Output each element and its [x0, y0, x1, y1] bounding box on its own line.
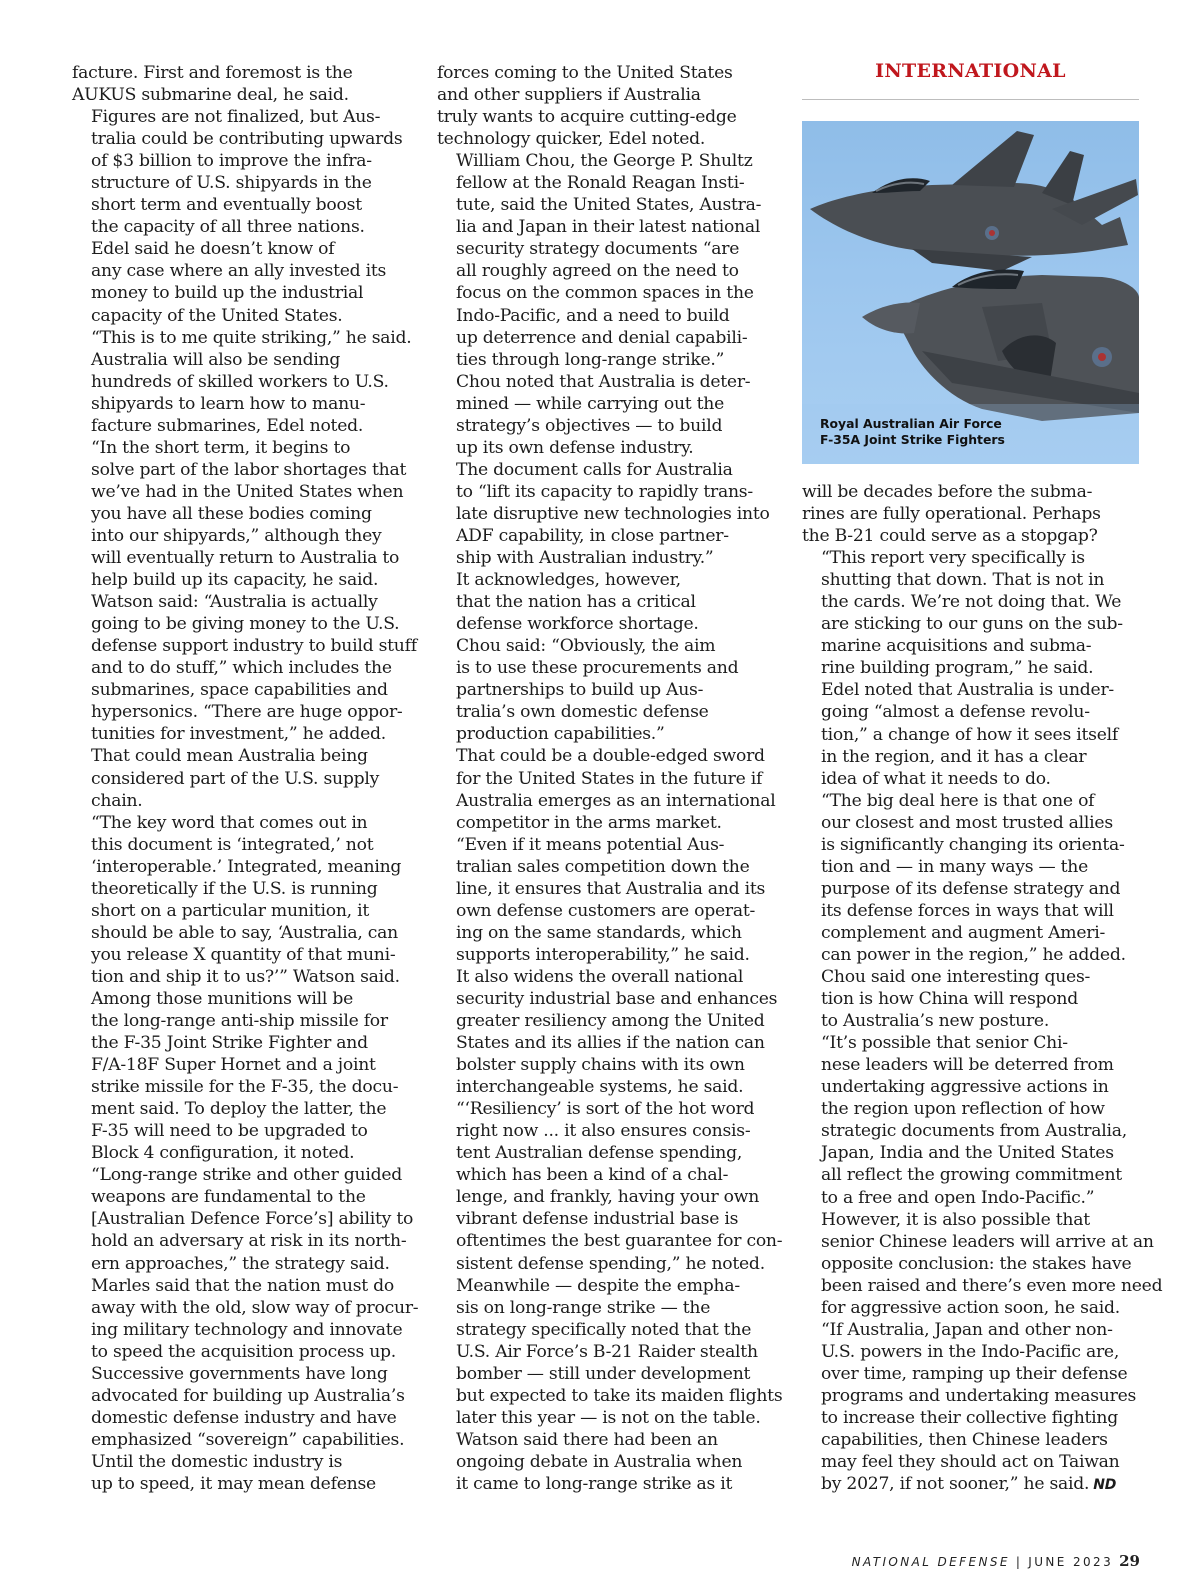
text-line: greater resiliency among the United [456, 1011, 765, 1032]
text-line: F/A-18F Super Hornet and a joint [91, 1055, 376, 1076]
text-line: States and its allies if the nation can [456, 1033, 765, 1054]
ending-mark: ND [1093, 1477, 1117, 1494]
text-line: theoretically if the U.S. is running [91, 878, 378, 899]
text-line: ern approaches,” the strategy said. [91, 1253, 390, 1274]
text-line: shipyards to learn how to manu- [91, 393, 366, 414]
text-line: Edel noted that Australia is under- [821, 680, 1114, 701]
caption-line: Royal Australian Air Force [820, 416, 1002, 431]
text-line: to a free and open Indo-Pacific.” [821, 1187, 1095, 1208]
text-line: Successive governments have long [91, 1363, 388, 1384]
text-line: short term and eventually boost [91, 195, 362, 216]
text-line: complement and augment Ameri- [821, 922, 1106, 943]
text-line: shutting that down. That is not in [821, 570, 1105, 591]
page-number: 29 [1119, 1552, 1140, 1570]
text-line: weapons are fundamental to the [91, 1187, 366, 1208]
text-line: Meanwhile — despite the empha- [456, 1275, 740, 1296]
text-line: Among those munitions will be [91, 988, 354, 1009]
text-line: production capabilities.” [456, 724, 665, 745]
text-line: tion is how China will respond [821, 989, 1078, 1010]
text-line: tunities for investment,” he added. [91, 724, 386, 745]
body-paragraph [72, 591, 417, 745]
text-line: submarines, space capabilities and [91, 680, 388, 701]
text-line: Until the domestic industry is [91, 1451, 343, 1472]
text-line: the cards. We’re not doing that. We [821, 592, 1122, 613]
text-line: Chou noted that Australia is deter- [456, 371, 751, 392]
body-paragraph [802, 1319, 1147, 1496]
text-line: by 2027, if not sooner,” he said. [821, 1474, 1090, 1495]
text-line: strategy specifically noted that the [456, 1319, 752, 1340]
text-line: It also widens the overall national [456, 966, 744, 987]
text-line: ment said. To deploy the latter, the [91, 1099, 387, 1120]
f35-photo [802, 121, 1139, 464]
text-line: you have all these bodies coming [91, 503, 372, 524]
text-line: hundreds of skilled workers to U.S. [91, 371, 389, 392]
text-line: Marles said that the nation must do [91, 1275, 395, 1296]
text-line: hold an adversary at risk in its north- [91, 1231, 407, 1252]
issue-date: JUNE 2023 [1028, 1555, 1114, 1569]
text-line: hypersonics. “There are huge oppor- [91, 702, 403, 723]
body-paragraph [437, 1098, 782, 1274]
article-column-3 [802, 481, 1163, 1496]
body-paragraph [802, 547, 1147, 679]
text-line: away with the old, slow way of procur- [91, 1297, 419, 1318]
text-line: security strategy documents “are [456, 239, 740, 260]
text-line: strategy’s objectives — to build [456, 415, 723, 436]
text-line: late disruptive new technologies into [456, 503, 770, 524]
text-line: the capacity of all three nations. [91, 217, 365, 238]
text-line: sis on long-range strike — the [456, 1297, 711, 1318]
body-paragraph [72, 437, 417, 591]
section-label: INTERNATIONAL [875, 60, 1066, 82]
text-line: Indo-Pacific, and a need to build [456, 305, 730, 326]
two-f35-jets-illustration [802, 121, 1139, 464]
text-line: this document is ‘integrated,’ not [91, 834, 374, 855]
text-line: “‘Resiliency’ is sort of the hot word [456, 1099, 755, 1120]
text-line: Figures are not finalized, but Aus- [91, 107, 381, 128]
text-line: “In the short term, it begins to [91, 437, 351, 458]
text-line: Edel said he doesn’t know of [91, 239, 335, 260]
text-line: the F-35 Joint Strike Fighter and [91, 1033, 368, 1054]
text-line: idea of what it needs to do. [821, 768, 1051, 789]
body-paragraph [437, 459, 782, 569]
text-line: will be decades before the subma- [802, 482, 1093, 502]
text-line: mined — while carrying out the [456, 393, 725, 414]
page-footer [852, 1552, 1140, 1570]
text-line: line, it ensures that Australia and its [456, 878, 766, 899]
text-line: is to use these procurements and [456, 658, 739, 679]
text-line: Watson said there had been an [456, 1429, 718, 1450]
text-line: up to speed, it may mean defense [91, 1474, 376, 1494]
text-line: it came to long-range strike as it [456, 1474, 733, 1494]
text-line: marine acquisitions and subma- [821, 636, 1092, 657]
text-line: capacity of the United States. [91, 305, 343, 326]
text-line: to speed the acquisition process up. [91, 1341, 397, 1362]
text-line: the B-21 could serve as a stopgap? [802, 526, 1098, 547]
text-line: security industrial base and enhances [456, 988, 778, 1009]
text-line: ship with Australian industry.” [456, 548, 714, 569]
text-line: undertaking aggressive actions in [821, 1077, 1109, 1098]
text-line: U.S. Air Force’s B-21 Raider stealth [456, 1341, 758, 1362]
text-line: vibrant defense industrial base is [456, 1209, 739, 1230]
upper-jet [810, 131, 1138, 271]
section-divider [802, 99, 1139, 100]
text-line: the region upon reflection of how [821, 1099, 1105, 1120]
text-line: focus on the common spaces in the [456, 283, 754, 304]
text-line: The document calls for Australia [456, 459, 733, 480]
text-line: rines are fully operational. Perhaps [802, 504, 1101, 525]
text-line: we’ve had in the United States when [91, 481, 404, 502]
text-line: any case where an ally invested its [91, 261, 387, 282]
body-paragraph [437, 966, 782, 1098]
body-paragraph [72, 988, 417, 1164]
body-paragraph [72, 62, 417, 106]
text-line: lenge, and frankly, having your own [456, 1187, 760, 1208]
text-line: It acknowledges, however, [456, 570, 681, 591]
text-line: our closest and most trusted allies [821, 812, 1113, 833]
text-line: solve part of the labor shortages that [91, 459, 407, 480]
text-line: may feel they should act on Taiwan [821, 1452, 1120, 1473]
text-line: facture. First and foremost is the [72, 63, 353, 83]
text-line: partnerships to build up Aus- [456, 680, 704, 701]
text-line: Japan, India and the United States [821, 1143, 1114, 1164]
text-line: capabilities, then Chinese leaders [821, 1430, 1108, 1451]
body-paragraph [802, 966, 1147, 1032]
text-line: However, it is also possible that [821, 1209, 1090, 1230]
text-line: ing on the same standards, which [456, 922, 742, 943]
text-line: but expected to take its maiden flights [456, 1385, 783, 1406]
body-paragraph [72, 349, 417, 437]
text-line: programs and undertaking measures [821, 1385, 1137, 1406]
text-line: ‘interoperable.’ Integrated, meaning [91, 856, 402, 877]
text-line: the long-range anti-ship missile for [91, 1011, 388, 1032]
body-paragraph [437, 150, 782, 370]
text-line: tion and ship it to us?’” Watson said. [91, 966, 400, 987]
text-line: ongoing debate in Australia when [456, 1451, 743, 1472]
body-paragraph [72, 106, 417, 238]
text-line: up its own defense industry. [456, 437, 694, 458]
text-line: F-35 will need to be upgraded to [91, 1121, 368, 1142]
text-line: U.S. powers in the Indo-Pacific are, [821, 1341, 1120, 1362]
footer-separator: | [1015, 1555, 1023, 1569]
text-line: “The big deal here is that one of [821, 790, 1095, 811]
text-line: its defense forces in ways that will [821, 900, 1114, 921]
text-line: Block 4 configuration, it noted. [91, 1143, 355, 1164]
body-paragraph [802, 679, 1147, 789]
text-line: that the nation has a critical [456, 592, 696, 613]
text-line: truly wants to acquire cutting-edge [437, 107, 737, 128]
body-paragraph [437, 371, 782, 459]
body-paragraph [437, 635, 782, 745]
body-paragraph [802, 481, 1147, 547]
text-line: tralian sales competition down the [456, 856, 750, 877]
text-line: “The key word that comes out in [91, 812, 368, 833]
text-line: facture submarines, Edel noted. [91, 415, 364, 436]
text-line: lia and Japan in their latest national [456, 217, 761, 238]
body-paragraph [802, 1209, 1163, 1319]
body-paragraph [437, 745, 782, 833]
text-line: rine building program,” he said. [821, 658, 1094, 679]
text-line: technology quicker, Edel noted. [437, 129, 706, 150]
text-line: William Chou, the George P. Shultz [456, 151, 753, 172]
text-line: and other suppliers if Australia [437, 85, 701, 106]
text-line: interchangeable systems, he said. [456, 1077, 744, 1098]
text-line: AUKUS submarine deal, he said. [72, 85, 349, 106]
body-paragraph [72, 745, 417, 811]
text-line: Australia will also be sending [91, 349, 341, 370]
body-paragraph [437, 1429, 782, 1495]
text-line [802, 1473, 1147, 1496]
body-paragraph [72, 327, 417, 349]
text-line: structure of U.S. shipyards in the [91, 173, 372, 194]
body-paragraph [72, 1451, 417, 1495]
text-line: and to do stuff,” which includes the [91, 658, 392, 679]
body-paragraph [437, 62, 782, 150]
text-line: own defense customers are operat- [456, 900, 756, 921]
text-line: can power in the region,” he added. [821, 944, 1126, 965]
body-paragraph [437, 1275, 782, 1429]
text-line: into our shipyards,” although they [91, 525, 382, 546]
text-line: “Even if it means potential Aus- [456, 834, 725, 855]
text-line: for the United States in the future if [456, 768, 763, 789]
body-paragraph [802, 1032, 1147, 1208]
text-line: to “lift its capacity to rapidly trans- [456, 481, 753, 502]
text-line: Chou said one interesting ques- [821, 967, 1091, 988]
photo-caption [820, 416, 1120, 448]
text-line: tralia could be contributing upwards [91, 129, 403, 150]
text-line: ing military technology and innovate [91, 1319, 403, 1340]
text-line: nese leaders will be deterred from [821, 1055, 1114, 1076]
text-line: will eventually return to Australia to [91, 548, 400, 569]
text-line: money to build up the industrial [91, 283, 364, 304]
text-line: which has been a kind of a chal- [456, 1165, 729, 1186]
text-line: over time, ramping up their defense [821, 1363, 1128, 1384]
text-line: forces coming to the United States [437, 63, 733, 83]
body-paragraph [72, 1275, 417, 1451]
text-line: oftentimes the best guarantee for con- [456, 1231, 783, 1252]
text-line: bomber — still under development [456, 1363, 751, 1384]
text-line: That could be a double-edged sword [456, 746, 765, 767]
text-line: tute, said the United States, Austra- [456, 195, 762, 216]
text-line: ties through long-range strike.” [456, 349, 725, 370]
text-line: all roughly agreed on the need to [456, 261, 739, 282]
text-line: “This report very specifically is [821, 548, 1085, 569]
body-paragraph [802, 790, 1147, 966]
body-paragraph [72, 1164, 417, 1274]
publication-name: NATIONAL DEFENSE [851, 1555, 1010, 1569]
text-line: should be able to say, ‘Australia, can [91, 922, 398, 943]
text-line: domestic defense industry and have [91, 1407, 397, 1428]
text-line: help build up its capacity, he said. [91, 570, 379, 591]
text-line: going to be giving money to the U.S. [91, 614, 400, 635]
text-line: defense support industry to build stuff [91, 636, 417, 657]
text-line: in the region, and it has a clear [821, 746, 1087, 767]
body-paragraph [437, 569, 782, 635]
text-line: to increase their collective fighting [821, 1407, 1118, 1428]
text-line: going “almost a defense revolu- [821, 702, 1090, 723]
text-line: up deterrence and denial capabili- [456, 327, 748, 348]
text-line: That could mean Australia being [91, 746, 368, 767]
text-line: defense workforce shortage. [456, 614, 699, 635]
body-paragraph [72, 238, 417, 326]
text-line: “If Australia, Japan and other non- [821, 1319, 1113, 1340]
text-line: been raised and there’s even more need [821, 1275, 1163, 1296]
body-paragraph [437, 834, 782, 966]
caption-line: F-35A Joint Strike Fighters [820, 432, 1005, 447]
text-line: Australia emerges as an international [456, 790, 776, 811]
text-line: later this year — is not on the table. [456, 1407, 761, 1428]
text-line: all reflect the growing commitment [821, 1165, 1122, 1186]
lower-jet [862, 270, 1139, 421]
text-line: [Australian Defence Force’s] ability to [91, 1209, 414, 1230]
text-line: “Long-range strike and other guided [91, 1165, 403, 1186]
text-line: is significantly changing its orienta- [821, 834, 1125, 855]
text-line: bolster supply chains with its own [456, 1055, 745, 1076]
text-line: tent Australian defense spending, [456, 1143, 743, 1164]
text-line: Chou said: “Obviously, the aim [456, 636, 716, 657]
text-line: to Australia’s new posture. [821, 1011, 1050, 1032]
text-line: fellow at the Ronald Reagan Insti- [456, 173, 745, 194]
text-line: competitor in the arms market. [456, 812, 722, 833]
text-line: strike missile for the F-35, the docu- [91, 1077, 399, 1098]
text-line: tralia’s own domestic defense [456, 702, 709, 723]
text-line: chain. [91, 790, 143, 811]
text-line: considered part of the U.S. supply [91, 768, 380, 789]
article-column-1 [72, 62, 417, 1495]
text-line: emphasized “sovereign” capabilities. [91, 1429, 405, 1450]
text-line: of $3 billion to improve the infra- [91, 151, 372, 172]
text-line: strategic documents from Australia, [821, 1121, 1127, 1142]
body-paragraph [72, 812, 417, 988]
text-line: “This is to me quite striking,” he said. [91, 327, 412, 348]
text-line: ADF capability, in close partner- [456, 525, 729, 546]
text-line: senior Chinese leaders will arrive at an [821, 1231, 1154, 1252]
text-line: opposite conclusion: the stakes have [821, 1253, 1132, 1274]
text-line: right now ... it also ensures consis- [456, 1121, 751, 1142]
text-line: “It’s possible that senior Chi- [821, 1033, 1068, 1054]
text-line: sistent defense spending,” he noted. [456, 1253, 765, 1274]
text-line: tion,” a change of how it sees itself [821, 724, 1118, 745]
text-line: supports interoperability,” he said. [456, 944, 750, 965]
text-line: for aggressive action soon, he said. [821, 1297, 1120, 1318]
text-line: you release X quantity of that muni- [91, 944, 396, 965]
text-line: purpose of its defense strategy and [821, 878, 1121, 899]
text-line: short on a particular munition, it [91, 900, 369, 921]
article-column-2 [437, 62, 782, 1495]
text-line: Watson said: “Australia is actually [91, 592, 378, 613]
text-line: advocated for building up Australia’s [91, 1385, 405, 1406]
text-line: tion and — in many ways — the [821, 856, 1089, 877]
text-line: are sticking to our guns on the sub- [821, 614, 1123, 635]
